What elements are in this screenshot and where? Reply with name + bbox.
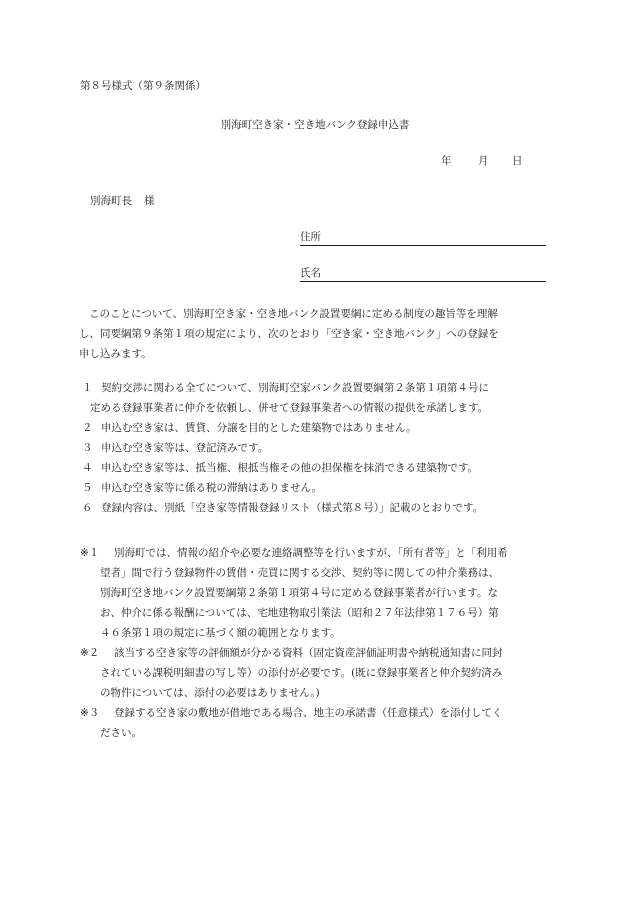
item-text: 定める登録事業者に仲介を依頼し、併せて登録事業者への情報の提供を承諾します。 [90, 402, 489, 414]
name-label: 氏名 [300, 267, 321, 279]
date-month-label: 月 [478, 155, 489, 167]
address-label: 住所 [300, 231, 321, 243]
declaration-item [79, 458, 559, 478]
address-field[interactable] [300, 231, 546, 246]
form-number: 第８号様式（第９条関係） [80, 80, 206, 92]
intro-line: 申し込みます。 [79, 348, 152, 360]
addressee [90, 195, 155, 208]
item-number: ４ [82, 462, 93, 474]
note-text: 登録する空き家の敷地が借地である場合、地主の承諾書（任意様式）を添付してく [114, 707, 503, 719]
note-item [80, 643, 550, 703]
note-item [80, 543, 550, 643]
item-number: ２ [82, 422, 93, 434]
declaration-item [79, 418, 559, 438]
item-number: ３ [82, 442, 93, 454]
declaration-item [79, 378, 559, 418]
addressee-name: 別海町長 [90, 195, 132, 207]
addressee-honorific: 様 [144, 195, 155, 207]
item-text: 申込む空き家は、賃貸、分譲を目的とした建築物ではありません。 [101, 422, 417, 434]
note-text: されている課税明細書の写し等）の添付が必要です。(既に登録事業者と仲介契約済み [100, 667, 503, 679]
note-mark: ※２ [80, 647, 100, 659]
intro-line: し、同要綱第９条第１項の規定により、次のとおり「空き家・空き地バンク」への登録を [79, 328, 499, 340]
item-text: 契約交渉に関わる全てについて、別海町空家バンク設置要綱第２条第１項第４号に [101, 382, 489, 394]
note-text: ４６条第１項の規定に基づく額の範囲となります。 [100, 627, 341, 639]
date-year-label: 年 [441, 155, 452, 167]
declaration-item [79, 498, 559, 518]
item-number: ６ [82, 502, 93, 514]
declaration-item [79, 438, 559, 458]
note-text: 別海町空き地バンク設置要綱第２条第１項第４号に定める登録事業者が行います。な [100, 587, 498, 599]
item-number: ５ [82, 482, 93, 494]
note-text: 該当する空き家等の評価額が分かる資料（固定資産評価証明書や納税通知書に同封 [114, 647, 503, 659]
note-text: 望者」間で行う登録物件の賃借・売買に関する交渉、契約等に関しての仲介業務は、 [100, 567, 499, 579]
note-text: の物件については、添付の必要はありません。) [100, 687, 320, 699]
note-text: ださい。 [100, 727, 142, 739]
name-field[interactable] [300, 267, 546, 282]
note-mark: ※３ [80, 707, 100, 719]
item-number: １ [82, 382, 93, 394]
intro-paragraph [79, 304, 559, 364]
item-text: 登録内容は、別紙「空き家等情報登録リスト（様式第８号）」記載のとおりです。 [101, 502, 484, 514]
notes-section [80, 543, 550, 743]
note-text: 別海町では、情報の紹介や必要な連絡調整等を行いますが、「所有者等」と「利用希 [114, 547, 508, 559]
declaration-item [79, 478, 559, 498]
item-text: 申込む空き家等は、登記済みです。 [101, 442, 269, 454]
note-text: お、仲介に係る報酬については、宅地建物取引業法（昭和２７年法律第１７６号）第 [100, 607, 499, 619]
note-mark: ※１ [80, 547, 100, 559]
intro-line: このことについて、別海町空き家・空き地バンク設置要綱に定める制度の趣旨等を理解 [89, 308, 498, 320]
date-day-label: 日 [512, 155, 523, 167]
item-text: 申込む空き家等は、抵当権、根抵当権その他の担保権を抹消できる建築物です。 [101, 462, 479, 474]
document-title: 別海町空き家・空き地バンク登録申込書 [220, 119, 410, 131]
declaration-list [79, 378, 559, 518]
item-text: 申込む空き家等に係る税の滞納はありません。 [101, 482, 323, 494]
note-item [80, 703, 550, 743]
